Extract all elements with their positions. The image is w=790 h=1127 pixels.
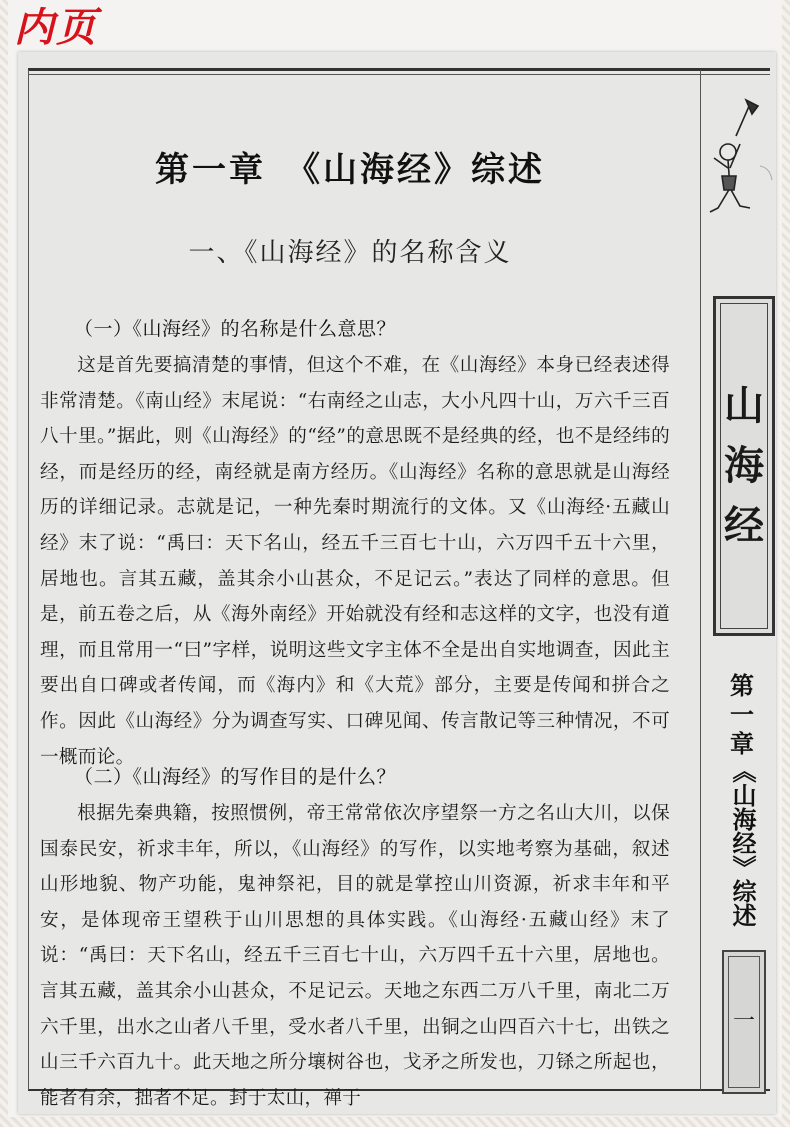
sidebar-chapter-label [722, 672, 762, 927]
frame-left-border [0, 0, 8, 1127]
chapter-title: 第一章 《山海经》综述 [155, 150, 545, 190]
inner-page-banner: 内页 [14, 5, 98, 51]
frame-bottom-border [0, 1117, 790, 1127]
top-rule-thin [28, 74, 770, 75]
book-title-char: 经 [724, 502, 764, 549]
chapter-char: 章 [730, 729, 754, 758]
subsection-2-body [40, 796, 670, 1116]
section-title: 一、《山海经》的名称含义 [188, 238, 512, 268]
subsection-1-body [40, 348, 670, 775]
running-figure-icon [706, 96, 776, 236]
book-title-char: 海 [724, 442, 764, 489]
paragraph: 根据先秦典籍，按照惯例，帝王常常依次序望祭一方之名山大川，以保国泰民安，祈求丰年，所以，《山海经》的写作，以实地考察为基础，叙述山形地貌、物产功能，鬼神祭祀，目的就是掌控山川资源，祈求丰年和平安，是体现帝王望秩于山川思想的具体实践。《山海经·五藏山经》末了说：“禹曰：天下名山，经五千三百七十山，六万四千五十六里，居地也。言其五藏，盖其余小山甚众，不足记云。天地之东西二万八千里，南北二万六千里，出水之山者八千里，受水者八千里，出铜之山四百六十七，出铁之山三千六百九十。此天地之所分壤树谷也，戈矛之所发也，刀铩之所起也，能者有余，拙者不足。封于太山，禅于 [40, 803, 670, 1109]
book-title-char: 山 [724, 382, 764, 429]
subsection-2-title: （二）《山海经》的写作目的是什么？ [74, 766, 397, 788]
column-divider [700, 70, 701, 1090]
book-title-vertical [716, 299, 772, 633]
left-rule [28, 70, 29, 1090]
page-number: 一 [732, 1009, 755, 1034]
book-title-box [713, 296, 775, 636]
top-rule [28, 68, 770, 71]
subsection-1-title: （一）《山海经》的名称是什么意思？ [74, 318, 397, 340]
chapter-char: 一 [730, 700, 754, 729]
chapter-char: 第 [730, 671, 754, 700]
chapter-name-vertical: 《山海经》综述 [728, 759, 757, 927]
paragraph: 这是首先要搞清楚的事情，但这个不难，在《山海经》本身已经表述得非常清楚。《南山经》末尾说：“右南经之山志，大小凡四十山，万六千三百八十里。”据此，则《山海经》的“经”的意思既不是经典的经，也不是经纬的经，而是经历的经，南经就是南方经历。《山海经》名称的意思就是山海经历的详细记录。志就是记，一种先秦时期流行的文体。又《山海经·五藏山经》末了说：“禹曰：天下名山，经五千三百七十山，六万四千五十六里，居地也。言其五藏，盖其余小山甚众，不足记云。”表达了同样的意思。但是，前五卷之后，从《海外南经》开始就没有经和志这样的文字，也没有道理，而且常用一“曰”字样，说明这些文字主体不全是出自实地调查，因此主要出自口碑或者传闻，而《海内》和《大荒》部分，主要是传闻和拼合之作。因此《山海经》分为调查写实、口碑见闻、传言散记等三种情况，不可一概而论。 [40, 355, 670, 768]
page-number-box [722, 950, 766, 1094]
frame-right-border [782, 0, 790, 1127]
